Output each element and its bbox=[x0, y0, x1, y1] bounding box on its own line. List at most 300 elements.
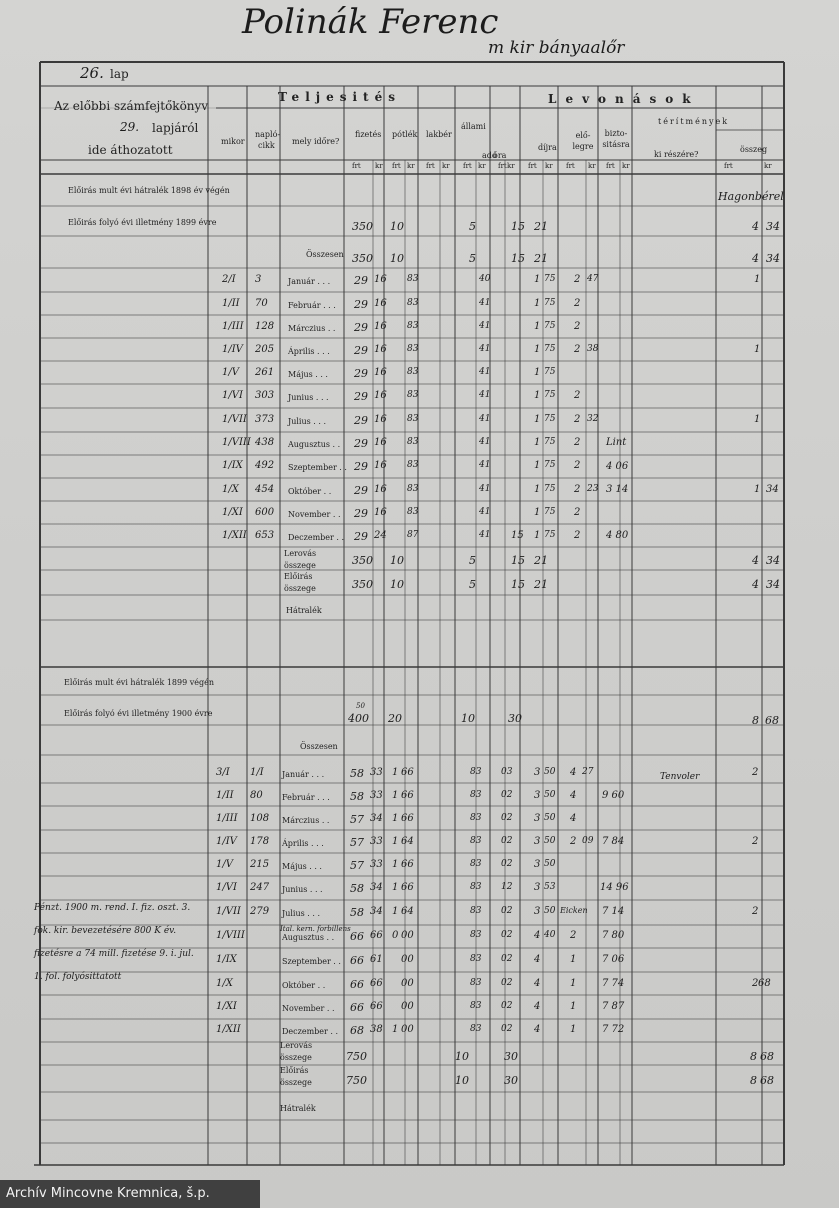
month-ado-kr: 40 bbox=[479, 274, 491, 284]
month-fizetes: 29 bbox=[354, 437, 368, 450]
kr-label: kr bbox=[622, 162, 630, 170]
month-naplo: 80 bbox=[250, 790, 263, 801]
month-eloleg-kr: 32 bbox=[587, 414, 599, 424]
left-head-line3: ide áthozatott bbox=[88, 143, 173, 157]
s2-biz-dec: 7 72 bbox=[602, 1024, 625, 1035]
month-szolg: 1 bbox=[534, 321, 541, 332]
month-osszeg: 1 bbox=[754, 414, 761, 425]
s1-folyo-potlek: 10 bbox=[390, 220, 404, 233]
month-potlek: 1 bbox=[392, 859, 399, 870]
month-osszeg: 2 bbox=[752, 978, 759, 989]
col-osszeg: összeg bbox=[740, 145, 768, 154]
month-potlek: 1 bbox=[392, 813, 399, 824]
month-fizetes-kr: 16 bbox=[374, 437, 387, 448]
month-potlek-kr: 83 bbox=[407, 344, 419, 354]
teljesites-header: Teljesités bbox=[278, 90, 401, 104]
month-fizetes: 57 bbox=[350, 859, 364, 872]
month-szolg: 4 bbox=[534, 978, 541, 989]
month-fizetes-kr: 33 bbox=[370, 767, 383, 778]
s2-biz-jun: 14 96 bbox=[600, 882, 629, 893]
month-potlek-kr: 87 bbox=[407, 530, 419, 540]
month-fizetes-kr: 16 bbox=[374, 274, 387, 285]
month-fizetes: 57 bbox=[350, 813, 364, 826]
month-potlek: 1 bbox=[392, 790, 399, 801]
month-allami-kr: 83 bbox=[470, 906, 482, 916]
month-eloleg: 2 bbox=[574, 414, 581, 425]
s1-eloiras-osszeg-frt: 4 bbox=[752, 578, 759, 591]
month-name: Február . . . bbox=[282, 793, 330, 802]
month-potlek-kr: 83 bbox=[407, 274, 419, 284]
s2-folyo-osszeg: 8 bbox=[752, 714, 759, 727]
s2-hatralek-row: Hátralék bbox=[280, 1104, 316, 1113]
month-allami-kr: 83 bbox=[470, 790, 482, 800]
month-name: November . . bbox=[282, 1004, 335, 1013]
month-allami-kr: 83 bbox=[470, 767, 482, 777]
month-ado-kr: 41 bbox=[479, 484, 491, 494]
col-biztositasra: bizto- sitásra bbox=[602, 129, 630, 149]
month-szolg: 3 bbox=[534, 882, 541, 893]
month-szolg: 4 bbox=[534, 1001, 541, 1012]
month-fizetes-kr: 16 bbox=[374, 414, 387, 425]
col-potlek: pótlék bbox=[392, 130, 418, 139]
month-mikor: 3/I bbox=[216, 767, 230, 778]
month-fizetes: 66 bbox=[350, 930, 364, 943]
month-mikor: 1/IX bbox=[222, 460, 243, 471]
left-head-page: 29. bbox=[120, 120, 140, 134]
month-ado-kr: 02 bbox=[501, 813, 513, 823]
s2-osszeg-kr-oct: 68 bbox=[758, 978, 771, 989]
month-allami-kr: 83 bbox=[470, 1024, 482, 1034]
month-fizetes: 29 bbox=[354, 414, 368, 427]
month-naplo: 303 bbox=[255, 390, 275, 401]
month-name: Január . . . bbox=[282, 770, 325, 779]
month-potlek-kr: 66 bbox=[401, 767, 414, 778]
month-name: November . . bbox=[288, 510, 341, 519]
s1-lerovas-label: Lerovás összege bbox=[284, 549, 317, 570]
month-ado-kr: 41 bbox=[479, 344, 491, 354]
s1-osszesen-fizetes: 350 bbox=[352, 252, 373, 265]
month-fizetes-kr: 61 bbox=[370, 954, 383, 965]
month-fizetes-kr: 34 bbox=[370, 906, 383, 917]
kr-label: kr bbox=[545, 162, 553, 170]
kr-label: kr bbox=[375, 162, 383, 170]
month-mikor: 1/III bbox=[222, 321, 244, 332]
s1-folyo-osszeg-frt: 4 bbox=[752, 220, 759, 233]
month-potlek: 1 bbox=[392, 767, 399, 778]
month-szolg-kr: 75 bbox=[544, 390, 556, 400]
month-szolg-kr: 75 bbox=[544, 298, 556, 308]
month-ado-kr: 41 bbox=[479, 460, 491, 470]
month-mikor: 1/VIII bbox=[222, 437, 251, 448]
month-fizetes: 58 bbox=[350, 906, 364, 919]
month-ado-kr: 02 bbox=[501, 836, 513, 846]
month-mikor: 1/XII bbox=[216, 1024, 241, 1035]
month-mikor: 1/IV bbox=[216, 836, 237, 847]
month-potlek-kr: 66 bbox=[401, 790, 414, 801]
month-name: Junius . . . bbox=[288, 393, 329, 402]
month-fizetes-kr: 16 bbox=[374, 390, 387, 401]
col-szolg-dijra: díjra bbox=[538, 143, 557, 152]
month-ado-kr: 02 bbox=[501, 790, 513, 800]
month-mikor: 1/VI bbox=[216, 882, 237, 893]
month-fizetes: 66 bbox=[350, 978, 364, 991]
month-osszeg: 2 bbox=[752, 906, 759, 917]
month-fizetes-kr: 16 bbox=[374, 298, 387, 309]
month-szolg: 3 bbox=[534, 859, 541, 870]
month-fizetes: 68 bbox=[350, 1024, 364, 1037]
s2-teritmeny-jan: Tenvoler bbox=[660, 772, 700, 782]
s1-lerovas-potlek: 10 bbox=[390, 554, 404, 567]
col-lakber: lakbér bbox=[426, 130, 452, 139]
month-potlek-kr: 00 bbox=[401, 1001, 414, 1012]
month-mikor: 1/II bbox=[222, 298, 240, 309]
month-name: Október . . bbox=[288, 487, 332, 496]
s1-biz-sep: 4 06 bbox=[606, 461, 629, 472]
month-naplo: 108 bbox=[250, 813, 270, 824]
month-szolg-kr: 50 bbox=[544, 859, 556, 869]
month-fizetes: 58 bbox=[350, 790, 364, 803]
month-name: Május . . . bbox=[282, 862, 322, 871]
month-szolg-kr: 50 bbox=[544, 790, 556, 800]
month-mikor: 1/VIII bbox=[216, 930, 245, 941]
month-name: Április . . . bbox=[282, 839, 324, 848]
col-mely-idore: mely időre? bbox=[292, 137, 340, 146]
month-eloleg: 2 bbox=[570, 930, 577, 941]
month-naplo: 653 bbox=[255, 530, 275, 541]
s2-biz-aug: 7 80 bbox=[602, 930, 625, 941]
col-ado: adó bbox=[482, 151, 497, 160]
month-naplo: 3 bbox=[255, 274, 262, 285]
month-eloleg: 1 bbox=[570, 1024, 577, 1035]
month-szolg-kr: 75 bbox=[544, 530, 556, 540]
s2-biz-sep: 7 06 bbox=[602, 954, 625, 965]
s2-lerovas-ado: 30 bbox=[504, 1050, 518, 1063]
frt-label: frt bbox=[566, 162, 575, 170]
month-mikor: 1/X bbox=[216, 978, 233, 989]
s1-hatralek-row: Hátralék bbox=[286, 606, 322, 615]
month-szolg: 1 bbox=[534, 414, 541, 425]
month-szolg: 3 bbox=[534, 836, 541, 847]
s2-biz-apr: 7 84 bbox=[602, 836, 625, 847]
month-potlek-kr: 83 bbox=[407, 437, 419, 447]
s2-lerovas-osszeg: 8 bbox=[750, 1050, 757, 1063]
s1-biz-dec: 4 80 bbox=[606, 530, 629, 541]
month-ado-kr: 41 bbox=[479, 530, 491, 540]
month-eloleg: 4 bbox=[570, 790, 577, 801]
month-ado-kr: 12 bbox=[501, 882, 513, 892]
s2-folyo-label: Előirás folyó évi illetmény 1900 évre bbox=[64, 709, 213, 718]
month-fizetes-kr: 16 bbox=[374, 367, 387, 378]
s1-lerovas-ado: 15 bbox=[511, 554, 525, 567]
month-szolg: 1 bbox=[534, 344, 541, 355]
month-szolg: 4 bbox=[534, 1024, 541, 1035]
month-name: Február . . . bbox=[288, 301, 336, 310]
month-ado-kr: 02 bbox=[501, 1001, 513, 1011]
month-ado-kr: 41 bbox=[479, 507, 491, 517]
month-potlek-kr: 83 bbox=[407, 507, 419, 517]
month-fizetes: 57 bbox=[350, 836, 364, 849]
s1-osszesen-osszeg-kr: 34 bbox=[766, 252, 780, 265]
month-eloleg: 2 bbox=[574, 437, 581, 448]
month-fizetes-kr: 66 bbox=[370, 978, 383, 989]
month-szolg-kr: 75 bbox=[544, 484, 556, 494]
kr-label: kr bbox=[478, 162, 486, 170]
month-fizetes-kr: 16 bbox=[374, 344, 387, 355]
month-ado-kr: 03 bbox=[501, 767, 513, 777]
col-ki-reszere: ki részére? bbox=[654, 150, 699, 159]
month-ado-kr: 41 bbox=[479, 367, 491, 377]
month-potlek-kr: 00 bbox=[401, 954, 414, 965]
month-name: Szeptember . . bbox=[288, 463, 347, 472]
col-cikk: cikk bbox=[258, 141, 275, 150]
s2-biz-oct: 7 74 bbox=[602, 978, 625, 989]
month-potlek: 1 bbox=[392, 836, 399, 847]
month-naplo: 215 bbox=[250, 859, 270, 870]
month-szolg: 1 bbox=[534, 274, 541, 285]
month-name: Julius . . . bbox=[288, 417, 326, 426]
month-fizetes-kr: 34 bbox=[370, 882, 383, 893]
col-mikor: mikor bbox=[221, 137, 245, 146]
kr-label: kr bbox=[407, 162, 415, 170]
col-elolegre: elő- legre bbox=[572, 131, 594, 151]
month-osszeg: 1 bbox=[754, 274, 761, 285]
month-fizetes-kr: 16 bbox=[374, 484, 387, 495]
month-szolg: 3 bbox=[534, 767, 541, 778]
month-mikor: 1/VII bbox=[222, 414, 247, 425]
kr-label: kr bbox=[507, 162, 515, 170]
s1-folyo-fizetes: 350 bbox=[352, 220, 373, 233]
month-osszeg: 2 bbox=[752, 836, 759, 847]
s2-eloiras-osszege-label: Előirás összege bbox=[280, 1066, 312, 1087]
s2-folyo-potlek: 20 bbox=[388, 712, 402, 725]
s2-lerovas-osszeg-kr: 68 bbox=[760, 1050, 774, 1063]
month-mikor: 1/III bbox=[216, 813, 238, 824]
month-mikor: 1/VII bbox=[216, 906, 241, 917]
month-potlek-kr: 83 bbox=[407, 484, 419, 494]
s1-eloiras-allami: 5 bbox=[469, 578, 476, 591]
month-eloleg: 2 bbox=[574, 390, 581, 401]
month-fizetes: 58 bbox=[350, 767, 364, 780]
s1-lerovas-fizetes: 350 bbox=[352, 554, 373, 567]
month-szolg: 1 bbox=[534, 484, 541, 495]
month-fizetes: 66 bbox=[350, 954, 364, 967]
s1-eloiras-ado: 15 bbox=[511, 578, 525, 591]
month-fizetes-kr: 66 bbox=[370, 1001, 383, 1012]
month-szolg-kr: 75 bbox=[544, 414, 556, 424]
s2-folyo-osszeg-kr: 68 bbox=[765, 714, 779, 727]
month-name: Márczius . . bbox=[288, 324, 336, 333]
month-potlek-kr: 64 bbox=[401, 906, 414, 917]
month-fizetes-kr: 16 bbox=[374, 507, 387, 518]
month-szolg-kr: 75 bbox=[544, 274, 556, 284]
month-fizetes-kr: 16 bbox=[374, 460, 387, 471]
s1-osszeg-kr-oct: 34 bbox=[766, 484, 779, 495]
frt-label: frt bbox=[463, 162, 472, 170]
page-number: 26. bbox=[80, 64, 104, 82]
month-ado-kr: 41 bbox=[479, 298, 491, 308]
month-fizetes: 29 bbox=[354, 274, 368, 287]
s1-osszesen-szolg: 21 bbox=[534, 252, 548, 265]
month-mikor: 1/XI bbox=[216, 1001, 237, 1012]
s1-hatralek-label: Előirás mult évi hátralék 1898 év végén bbox=[68, 186, 230, 195]
month-mikor: 1/IX bbox=[216, 954, 237, 965]
month-potlek-kr: 00 bbox=[401, 930, 414, 941]
month-potlek-kr: 00 bbox=[401, 1024, 414, 1035]
s1-folyo-osszeg-kr: 34 bbox=[766, 220, 780, 233]
month-eloleg: 2 bbox=[574, 274, 581, 285]
month-ado-kr: 02 bbox=[501, 954, 513, 964]
month-potlek: 0 bbox=[392, 930, 399, 941]
s1-lerovas-osszeg-frt: 4 bbox=[752, 554, 759, 567]
month-eloleg-kr: 47 bbox=[587, 274, 599, 284]
month-fizetes: 29 bbox=[354, 321, 368, 334]
month-allami-kr: 83 bbox=[470, 813, 482, 823]
col-teritmenyek: térítmények bbox=[658, 117, 730, 126]
month-fizetes-kr: 24 bbox=[374, 530, 387, 541]
month-fizetes: 29 bbox=[354, 460, 368, 473]
month-naplo: 261 bbox=[255, 367, 275, 378]
month-name: Május . . . bbox=[288, 370, 328, 379]
month-naplo: 492 bbox=[255, 460, 275, 471]
s1-folyo-szolg: 21 bbox=[534, 220, 548, 233]
month-fizetes-kr: 33 bbox=[370, 790, 383, 801]
month-naplo: 205 bbox=[255, 344, 275, 355]
frt-label: frt bbox=[724, 162, 733, 170]
s2-aug-note: Ital. kern. forbillens bbox=[280, 925, 351, 933]
s2-left-note: Pénzt. 1900 m. rend. I. fiz. oszt. 3. fok. kir. bevezetésére 800 K év. fizetésre a 74 mill. fizetése 9. i. jul. 1. fol. folyósittatott bbox=[34, 903, 194, 982]
kr-label: kr bbox=[764, 162, 772, 170]
s1-eloiras-fizetes: 350 bbox=[352, 578, 373, 591]
month-potlek: 1 bbox=[392, 1024, 399, 1035]
frt-label: frt bbox=[392, 162, 401, 170]
s2-lerovas-label: Lerovás összege bbox=[280, 1041, 313, 1062]
month-naplo: 178 bbox=[250, 836, 270, 847]
month-naplo: 600 bbox=[255, 507, 275, 518]
month-eloleg: 2 bbox=[574, 298, 581, 309]
month-mikor: 1/XI bbox=[222, 507, 243, 518]
month-szolg-kr: 53 bbox=[544, 882, 556, 892]
s2-hatralek-label: Előirás mult évi hátralék 1899 végén bbox=[64, 678, 215, 687]
month-naplo: 247 bbox=[250, 882, 270, 893]
month-eloleg: 4 bbox=[570, 813, 577, 824]
month-szolg: 1 bbox=[534, 390, 541, 401]
month-fizetes-kr: 38 bbox=[370, 1024, 383, 1035]
month-potlek-kr: 66 bbox=[401, 813, 414, 824]
month-allami-kr: 83 bbox=[470, 882, 482, 892]
month-fizetes-kr: 33 bbox=[370, 836, 383, 847]
employee-title: m kir bányaalőr bbox=[488, 38, 625, 58]
month-ado-kr: 41 bbox=[479, 390, 491, 400]
month-allami-kr: 83 bbox=[470, 930, 482, 940]
month-eloleg: 2 bbox=[570, 836, 577, 847]
month-ado-kr: 41 bbox=[479, 321, 491, 331]
month-name: Junius . . . bbox=[282, 885, 323, 894]
month-szolg-kr: 75 bbox=[544, 344, 556, 354]
month-naplo: 279 bbox=[250, 906, 270, 917]
month-mikor: 1/V bbox=[222, 367, 239, 378]
month-szolg: 1 bbox=[534, 507, 541, 518]
kr-label: kr bbox=[588, 162, 596, 170]
month-name: Deczember . . bbox=[288, 533, 345, 542]
month-fizetes: 66 bbox=[350, 1001, 364, 1014]
s1-osszesen-allami: 5 bbox=[469, 252, 476, 265]
month-mikor: 1/XII bbox=[222, 530, 247, 541]
month-eloleg: 2 bbox=[574, 530, 581, 541]
month-szolg: 1 bbox=[534, 367, 541, 378]
month-mikor: 1/IV bbox=[222, 344, 243, 355]
month-szolg-kr: 75 bbox=[544, 507, 556, 517]
archive-credit: Archív Mincovne Kremnica, š.p. bbox=[0, 1180, 260, 1208]
month-fizetes: 58 bbox=[350, 882, 364, 895]
month-allami-kr: 83 bbox=[470, 859, 482, 869]
s2-folyo-fizetes: 400 bbox=[348, 712, 369, 725]
month-potlek-kr: 83 bbox=[407, 460, 419, 470]
month-fizetes-kr: 34 bbox=[370, 813, 383, 824]
s2-biz-jul: 7 14 bbox=[602, 906, 625, 917]
month-fizetes-kr: 33 bbox=[370, 859, 383, 870]
month-potlek-kr: 00 bbox=[401, 978, 414, 989]
s2-eloiras-ado: 30 bbox=[504, 1074, 518, 1087]
month-szolg: 3 bbox=[534, 790, 541, 801]
month-mikor: 2/I bbox=[222, 274, 236, 285]
month-name: Április . . . bbox=[288, 347, 330, 356]
month-szolg-kr: 50 bbox=[544, 767, 556, 777]
month-eloleg: 2 bbox=[574, 344, 581, 355]
s1-eloiras-osszege-label: Előirás összege bbox=[284, 572, 316, 593]
month-potlek-kr: 66 bbox=[401, 859, 414, 870]
month-szolg: 1 bbox=[534, 530, 541, 541]
month-name: Augusztus . . bbox=[288, 440, 341, 449]
s2-osszesen: Összesen bbox=[300, 742, 338, 751]
month-mikor: 1/II bbox=[216, 790, 234, 801]
month-mikor: 1/V bbox=[216, 859, 233, 870]
s1-osszesen-potlek: 10 bbox=[390, 252, 404, 265]
s1-hatralek-note: Hagonbérel bbox=[718, 190, 784, 203]
s1-folyo-allami: 5 bbox=[469, 220, 476, 233]
month-szolg-kr: 75 bbox=[544, 460, 556, 470]
s2-folyo-allami: 10 bbox=[461, 712, 475, 725]
month-szolg: 1 bbox=[534, 460, 541, 471]
s2-lerovas-allami: 10 bbox=[455, 1050, 469, 1063]
lap-label: lap bbox=[110, 67, 129, 81]
month-fizetes: 29 bbox=[354, 344, 368, 357]
s2-biz-feb: 9 60 bbox=[602, 790, 625, 801]
month-naplo: 438 bbox=[255, 437, 275, 448]
month-szolg: 4 bbox=[534, 954, 541, 965]
month-ado-kr: 02 bbox=[501, 1024, 513, 1034]
month-szolg-kr: 50 bbox=[544, 836, 556, 846]
s2-biz-nov: 7 87 bbox=[602, 1001, 625, 1012]
s2-lerovas-fizetes: 750 bbox=[346, 1050, 367, 1063]
month-name: Márczius . . bbox=[282, 816, 330, 825]
month-ado-kr: 02 bbox=[501, 978, 513, 988]
month-ado-kr: 41 bbox=[479, 437, 491, 447]
s1-osszesen-ado: 15 bbox=[511, 252, 525, 265]
month-potlek: 1 bbox=[392, 882, 399, 893]
month-szolg-kr: 40 bbox=[544, 930, 556, 940]
month-fizetes: 29 bbox=[354, 530, 368, 543]
month-potlek-kr: 64 bbox=[401, 836, 414, 847]
month-szolg: 4 bbox=[534, 930, 541, 941]
month-naplo: 454 bbox=[255, 484, 275, 495]
month-name: Deczember . . bbox=[282, 1027, 339, 1036]
s2-eloiras-allami: 10 bbox=[455, 1074, 469, 1087]
month-potlek-kr: 66 bbox=[401, 882, 414, 893]
s1-eloiras-potlek: 10 bbox=[390, 578, 404, 591]
month-allami-kr: 83 bbox=[470, 954, 482, 964]
left-head-line2: lapjáról bbox=[152, 121, 199, 135]
s1-biz-oct: 3 14 bbox=[606, 484, 629, 495]
